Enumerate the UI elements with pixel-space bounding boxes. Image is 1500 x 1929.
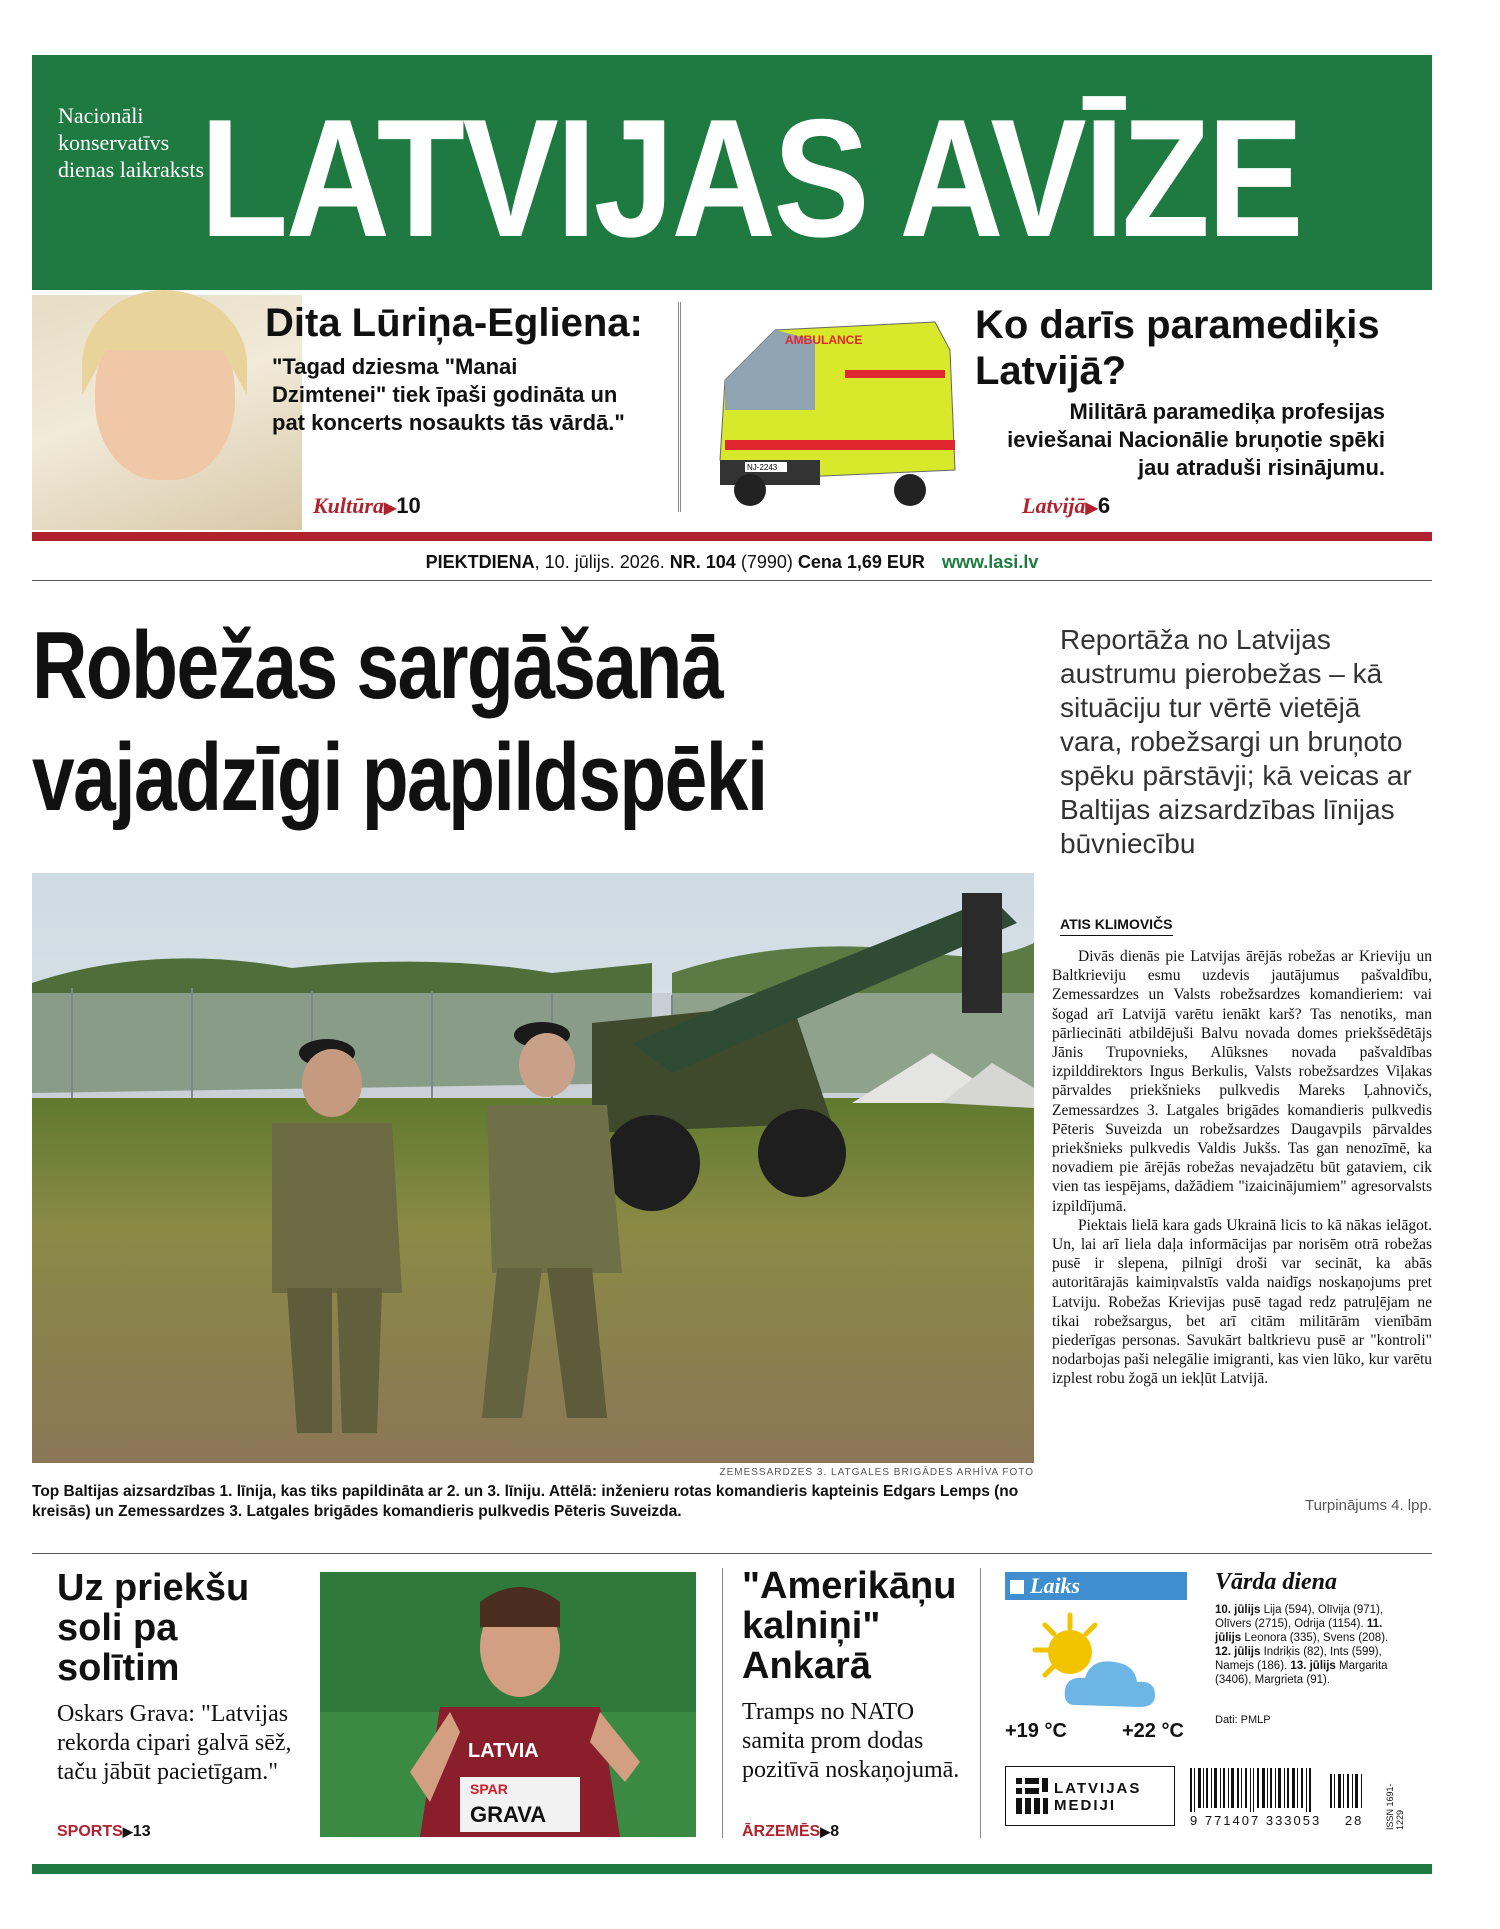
dateline-rule (32, 580, 1432, 581)
name-day-date: 11. jūlijs (1215, 1618, 1383, 1644)
triangle-right-icon: ▶ (122, 1824, 133, 1839)
page-number: 8 (830, 1823, 840, 1840)
publisher-name-line-1: LATVIJAS (1054, 1780, 1142, 1797)
bib-name: GRAVA (470, 1802, 547, 1827)
name-day-names: Margarita (3406), Margrieta (91). (1215, 1660, 1388, 1686)
teaser-left-headline[interactable]: Dita Lūriņa-Egliena: (265, 301, 643, 345)
page-number: 6 (1097, 493, 1111, 518)
weather-square-icon (1010, 1580, 1024, 1594)
sports-summary: Oskars Grava: "Latvijas rekorda cipari galvā sēž, taču jābūt pacietīgam." (57, 1701, 292, 1785)
dateline (32, 550, 1432, 574)
license-plate: NJ-2243 (747, 463, 778, 472)
name-days-title: Vārda diena (1215, 1569, 1338, 1595)
dateline-issue-total: (7990) (740, 552, 793, 572)
teaser-right-headline[interactable]: Ko darīs paramediķis Latvijā? (975, 303, 1380, 393)
website-link[interactable]: www.lasi.lv (941, 552, 1039, 572)
world-headline[interactable]: "Amerikāņu kalniņi" Ankarā (742, 1565, 957, 1687)
jersey-lettering: LATVIA (468, 1740, 539, 1762)
lead-headline-line-1: Robežas sargāšanā (32, 612, 722, 719)
barcode-addon: 28 (1344, 1813, 1364, 1828)
barcode-number (1190, 1813, 1363, 1828)
continued-note[interactable]: Turpinājums 4. lpp. (1304, 1497, 1432, 1514)
lead-headline-line-2: vajadzīgi papildspēki (32, 724, 767, 831)
photo-caption: Top Baltijas aizsardzības 1. līnija, kas tiks papildināta ar 2. un 3. līniju. Attēlā: inženieru rotas komandieris kapteinis Edgars Lemps (no kreisās) un Zemessardzes 3. Latgales brigādes komandieris pulkvedis Pēteris Suveizda. (32, 1483, 1019, 1520)
lead-paragraph: Divās dienās pie Latvijas ārējās robežas ar Krieviju un Baltkrieviju esmu uzdevis jautājumus pašvaldību, Zemessardzes un Valsts robežsardzes komandieriem: vai šogad arī Latvijā varētu ienākt karš? Tas nenotiks, man pārliecināti atbildējuši Balvu novada domes priekšsēdētājs Jānis Trupovnieks, Alūksnes novada pašvaldības izpilddirektors Ingus Berkulis, Valsts robežsardzes Viļakas pārvaldes priekšnieks pulkvedis Mareks Ļahnovičs, Zemessardzes 3. Latgales brigādes komandieris pulkvedis Pēteris Suveizda un robežsardzes Daugavpils pārvaldes priekšnieks pulkvedis Valdis Jukšs. Tas gan nenozīmē, ka novadiem pie ārējās robežas nevajadzētu būt gataviem, cik vien tas iespējams, dažādiem "izaicinājumiem" agresorvalsts izpildījumā. (1052, 948, 1432, 1215)
section-name: ĀRZEMĒS (742, 1823, 821, 1840)
section-name: Kultūra (313, 493, 384, 518)
dateline-issue: NR. 104 (669, 552, 736, 572)
issn: ISSN 1691-1229 (1385, 1783, 1405, 1830)
newspaper-logo[interactable]: LATVIJAS AVĪZE (200, 84, 1302, 272)
triangle-right-icon: ▶ (820, 1824, 831, 1839)
sports-page-ref[interactable] (57, 1823, 151, 1841)
barcode-digits: 9 771407 333053 (1190, 1813, 1322, 1828)
weather-label: Laiks (1030, 1573, 1081, 1598)
masthead-tagline: Nacionāli konservatīvs dienas laikraksts (58, 103, 205, 182)
teaser-left-quote: "Tagad dziesma "Manai Dzimtenei" tiek īpaši godināta un pat koncerts nosaukts tās vārdā." (272, 354, 625, 435)
footer-bar (32, 1864, 1432, 1874)
temperature-high: +22 °C (1122, 1720, 1184, 1742)
name-day-date: 13. jūlijs (1290, 1660, 1336, 1672)
page-number: 13 (132, 1823, 151, 1840)
section-name: Latvijā (1022, 493, 1086, 518)
section-name: SPORTS (57, 1823, 123, 1840)
lead-body (1052, 947, 1432, 1389)
athlete-photo[interactable] (320, 1572, 696, 1837)
page-number: 10 (396, 493, 421, 518)
ambulance-lettering: AMBULANCE (785, 333, 863, 347)
ambulance-photo[interactable] (705, 310, 965, 510)
lead-paragraph: Piektais lielā kara gads Ukrainā licis to kā nākas ielāgot. Un, lai arī liela daļa informācijas par norisēm otrā robežas pusē ir slepena, pilnīgi droši var secināt, ka abās autoritārajās kaimiņvalstīs valda naidīgs noskaņojums pret Latviju. Robežas Krievijas pusē tagad redz patruļējam ne tikai robežsargus, bet arī citām militārām vienībām piederīgas personas. Savukārt baltkrievu pusē ar "kontroli" nodarbojas paši nelegālie imigranti, kas vien lūko, kur varētu izplest robu žogā un iekļūt Latvijā. (1052, 1216, 1432, 1388)
triangle-right-icon: ▶ (1085, 500, 1098, 517)
name-day-names: Indriķis (82), Ints (599), Namejs (186). (1215, 1646, 1382, 1672)
teaser-left-page-ref[interactable] (313, 493, 421, 522)
name-day-date: 10. jūlijs (1215, 1604, 1261, 1616)
lead-byline: ATIS KLIMOVIČS (1060, 915, 1173, 936)
lead-deck: Reportāža no Latvijas austrumu pierobežas – kā situāciju tur vērtē vietējā vara, robežsargi un bruņoto spēku pārstāvji; kā veicas ar Baltijas aizsardzības līnijas būvniecību (1060, 624, 1412, 859)
world-summary: Tramps no NATO samita prom dodas pozitīvā noskaņojumā. (742, 1699, 960, 1783)
column-divider (722, 1568, 723, 1838)
red-divider (32, 532, 1432, 541)
name-days-list (1215, 1603, 1395, 1687)
publisher-name[interactable] (1054, 1780, 1141, 1814)
name-days-source: Dati: PMLP (1215, 1714, 1271, 1726)
teaser-right-page-ref[interactable] (1022, 493, 1110, 522)
sun-cloud-icon (1015, 1610, 1175, 1720)
dateline-date: , 10. jūlijs. 2026. (534, 552, 665, 572)
teaser-divider (678, 302, 681, 512)
dateline-price: Cena 1,69 EUR (797, 552, 925, 572)
name-day-date: 12. jūlijs (1215, 1646, 1261, 1658)
name-day-names: Lija (594), Olīvija (971), Olīvers (2715), Odrija (1154). (1215, 1604, 1384, 1630)
publisher-name-line-2: MEDIJI (1054, 1797, 1117, 1814)
column-divider (980, 1568, 981, 1838)
teaser-right-subhead: Militārā paramediķa profesijas ieviešanai Nacionālie bruņotie spēki jau atraduši risinājumu. (1007, 399, 1385, 480)
bottom-section-rule (32, 1553, 1432, 1554)
dateline-day: PIEKTDIENA (425, 552, 535, 572)
sports-headline[interactable]: Uz priekšu soli pa solītim (57, 1567, 250, 1689)
name-day-names: Leonora (335), Svens (208). (1241, 1632, 1389, 1644)
photo-credit: ZEMESSARDZES 3. LATGALES BRIGĀDES ARHĪVA FOTO (719, 1467, 1034, 1478)
world-page-ref[interactable] (742, 1823, 839, 1841)
temperature-low: +19 °C (1005, 1720, 1067, 1742)
lead-photo[interactable] (32, 873, 1034, 1463)
publisher-logo-icon (1016, 1778, 1048, 1814)
bib-sponsor: SPAR (470, 1781, 508, 1797)
barcode (1190, 1768, 1380, 1812)
lead-headline[interactable] (32, 610, 832, 834)
triangle-right-icon: ▶ (383, 500, 397, 517)
